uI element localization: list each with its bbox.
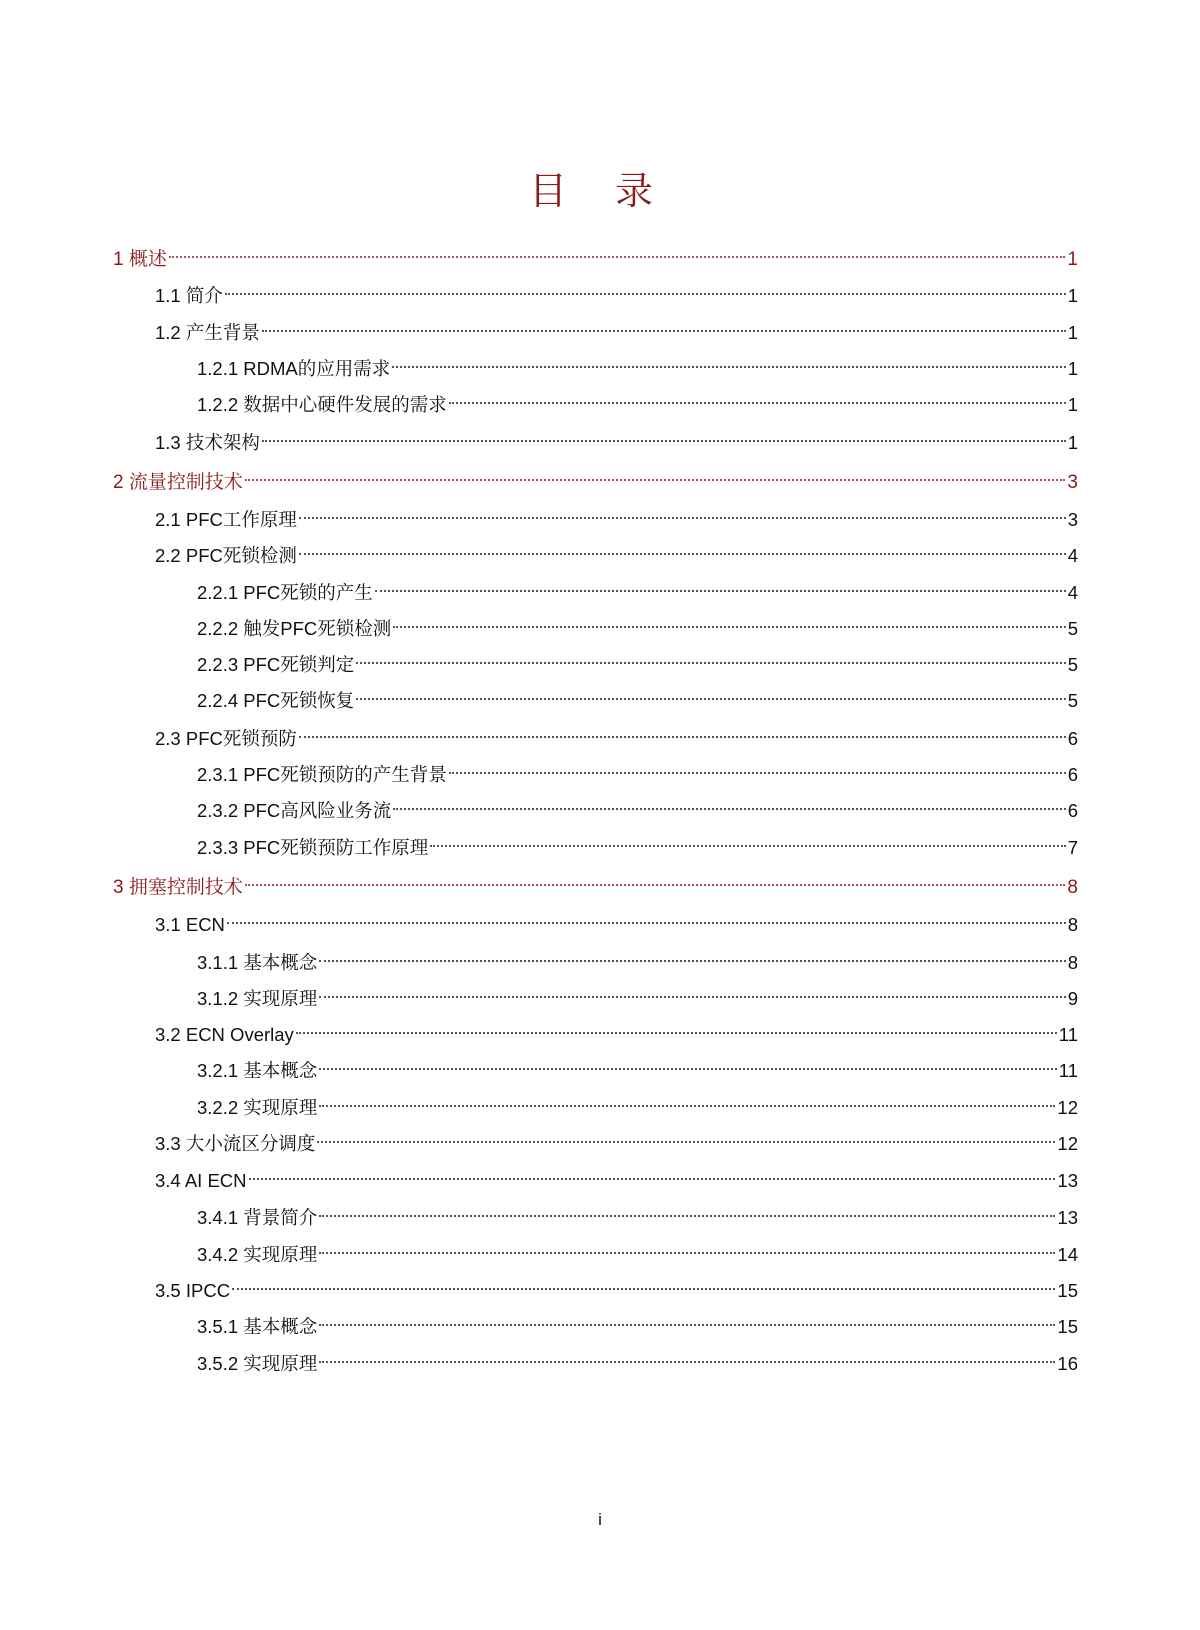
dot-leader: [262, 440, 1066, 442]
toc-entry[interactable]: [155, 1276, 1078, 1306]
toc-entry-page: 1: [1067, 394, 1078, 415]
toc-entry-label: 2.2.2 触发PFC死锁检测: [197, 618, 392, 639]
dot-leader: [225, 293, 1066, 295]
toc-entry-page: 1: [1067, 358, 1078, 379]
toc-entry-label: 2.2 PFC死锁检测: [155, 545, 297, 566]
toc-entry-label: 3.4.1 背景简介: [197, 1207, 318, 1228]
toc-entry[interactable]: [197, 1093, 1078, 1123]
toc-entry-page: 14: [1057, 1244, 1078, 1265]
toc-entry[interactable]: [155, 1166, 1078, 1196]
toc-entry-page: 9: [1067, 988, 1078, 1009]
toc-entry-page: 8: [1067, 877, 1078, 898]
toc-entry[interactable]: [197, 833, 1078, 863]
toc-entry-page: 13: [1057, 1170, 1078, 1191]
toc-entry[interactable]: [197, 1203, 1078, 1233]
toc-entry-label: 2.3.3 PFC死锁预防工作原理: [197, 837, 429, 858]
dot-leader: [299, 517, 1066, 519]
toc-entry-page: 5: [1067, 690, 1078, 711]
toc-entry-page: 11: [1058, 1024, 1078, 1045]
toc-entry-label: 3.1.1 基本概念: [197, 952, 318, 973]
toc-entry-label: 1.2.1 RDMA的应用需求: [197, 358, 391, 379]
toc-entry-label: 3.1 ECN: [155, 914, 225, 935]
toc-entry[interactable]: [113, 873, 1078, 903]
toc-entry-page: 6: [1067, 728, 1078, 749]
toc-entry[interactable]: [155, 724, 1078, 754]
toc-entry-label: 2.3.2 PFC高风险业务流: [197, 800, 392, 821]
toc-entry-label: 3.2 ECN Overlay: [155, 1024, 294, 1045]
dot-leader: [317, 1141, 1055, 1143]
toc-entry[interactable]: [197, 1056, 1078, 1086]
dot-leader: [449, 402, 1066, 404]
toc-entry-page: 15: [1057, 1280, 1078, 1301]
toc-entry-page: 13: [1057, 1207, 1078, 1228]
toc-entry-label: 3.4 AI ECN: [155, 1170, 247, 1191]
toc-entry-page: 5: [1067, 654, 1078, 675]
toc-entry-page: 1: [1067, 322, 1078, 343]
toc-entry-page: 8: [1067, 914, 1078, 935]
toc-entry-label: 1 概述: [113, 249, 167, 270]
toc-title: 目 录: [528, 169, 672, 213]
toc-entry-page: 12: [1057, 1097, 1078, 1118]
toc-entry-page: 16: [1057, 1353, 1078, 1374]
toc-entry-label: 3.2.2 实现原理: [197, 1097, 318, 1118]
dot-leader: [356, 662, 1065, 664]
dot-leader: [296, 1032, 1057, 1034]
toc-entry-page: 11: [1058, 1060, 1078, 1081]
toc-entry-label: 3.5 IPCC: [155, 1280, 231, 1301]
toc-entry[interactable]: [113, 245, 1078, 275]
toc-entry-page: 15: [1057, 1316, 1078, 1337]
toc-entry-label: 3.2.1 基本概念: [197, 1060, 318, 1081]
toc-entry-label: 1.2.2 数据中心硬件发展的需求: [197, 394, 447, 415]
toc-entry[interactable]: [197, 1349, 1078, 1379]
toc-entry-page: 7: [1067, 837, 1078, 858]
dot-leader: [449, 772, 1066, 774]
toc-entry-page: 1: [1067, 249, 1078, 270]
toc-entry[interactable]: [197, 948, 1078, 978]
dot-leader: [299, 736, 1066, 738]
dot-leader: [319, 1324, 1055, 1326]
dot-leader: [375, 590, 1066, 592]
toc-entry-label: 2.3 PFC死锁预防: [155, 728, 297, 749]
toc-entry-label: 3.3 大小流区分调度: [155, 1133, 316, 1154]
toc-entry-label: 2 流量控制技术: [113, 472, 243, 493]
toc-entry-label: 3.1.2 实现原理: [197, 988, 318, 1009]
toc-entry[interactable]: [197, 1312, 1078, 1342]
dot-leader: [319, 1105, 1055, 1107]
toc-entry[interactable]: [155, 281, 1078, 311]
dot-leader: [245, 479, 1066, 481]
toc-entry-page: 4: [1067, 545, 1078, 566]
toc-entry[interactable]: [197, 796, 1078, 826]
toc-entry-page: 12: [1057, 1133, 1078, 1154]
toc-entry-label: 2.3.1 PFC死锁预防的产生背景: [197, 764, 447, 785]
toc-entry-page: 1: [1067, 432, 1078, 453]
dot-leader: [232, 1288, 1055, 1290]
toc-entry[interactable]: [197, 984, 1078, 1014]
toc-entry-label: 3.5.2 实现原理: [197, 1353, 318, 1374]
toc-entry-label: 1.2 产生背景: [155, 322, 260, 343]
toc-entry-label: 2.2.1 PFC死锁的产生: [197, 582, 373, 603]
toc-entry[interactable]: [197, 760, 1078, 790]
toc-entry[interactable]: [197, 650, 1078, 680]
toc-entry-page: 6: [1067, 764, 1078, 785]
dot-leader: [319, 1068, 1056, 1070]
dot-leader: [319, 1215, 1055, 1217]
toc-entry-label: 3.4.2 实现原理: [197, 1244, 318, 1265]
toc-entry[interactable]: [197, 354, 1078, 384]
dot-leader: [319, 996, 1065, 998]
toc-entry-label: 2.2.3 PFC死锁判定: [197, 654, 355, 675]
toc-entry-page: 3: [1067, 472, 1078, 493]
toc-entry-label: 3.5.1 基本概念: [197, 1316, 318, 1337]
toc-entry[interactable]: [155, 1129, 1078, 1159]
page-number: i: [598, 1510, 602, 1529]
dot-leader: [430, 845, 1065, 847]
toc-entry[interactable]: [197, 578, 1078, 608]
dot-leader: [169, 256, 1066, 258]
toc-entry-page: 4: [1067, 582, 1078, 603]
toc-entry-page: 8: [1067, 952, 1078, 973]
toc-entry[interactable]: [155, 428, 1078, 458]
dot-leader: [393, 626, 1065, 628]
toc-entry[interactable]: [155, 505, 1078, 535]
dot-leader: [319, 960, 1065, 962]
toc-entry[interactable]: [197, 614, 1078, 644]
toc-entry[interactable]: [197, 1240, 1078, 1270]
dot-leader: [227, 922, 1066, 924]
toc-entry[interactable]: [155, 318, 1078, 348]
toc-entry[interactable]: [197, 390, 1078, 420]
dot-leader: [393, 808, 1065, 810]
toc-entry-label: 3 拥塞控制技术: [113, 877, 243, 898]
toc-entry[interactable]: [197, 686, 1078, 716]
dot-leader: [319, 1252, 1055, 1254]
dot-leader: [249, 1178, 1056, 1180]
dot-leader: [245, 884, 1066, 886]
toc-entry[interactable]: [155, 1020, 1078, 1050]
toc-entry[interactable]: [113, 468, 1078, 498]
toc-entry-label: 2.2.4 PFC死锁恢复: [197, 690, 355, 711]
toc-entry-label: 1.3 技术架构: [155, 432, 260, 453]
toc-entry-label: 2.1 PFC工作原理: [155, 509, 297, 530]
dot-leader: [392, 366, 1065, 368]
dot-leader: [299, 553, 1066, 555]
dot-leader: [356, 698, 1065, 700]
toc-entry-label: 1.1 简介: [155, 285, 223, 306]
toc-entry-page: 1: [1067, 285, 1078, 306]
dot-leader: [262, 330, 1066, 332]
dot-leader: [319, 1361, 1055, 1363]
toc-entry-page: 6: [1067, 800, 1078, 821]
toc-entry-page: 5: [1067, 618, 1078, 639]
toc-entry-page: 3: [1067, 509, 1078, 530]
toc-entry[interactable]: [155, 910, 1078, 940]
toc-entry[interactable]: [155, 541, 1078, 571]
